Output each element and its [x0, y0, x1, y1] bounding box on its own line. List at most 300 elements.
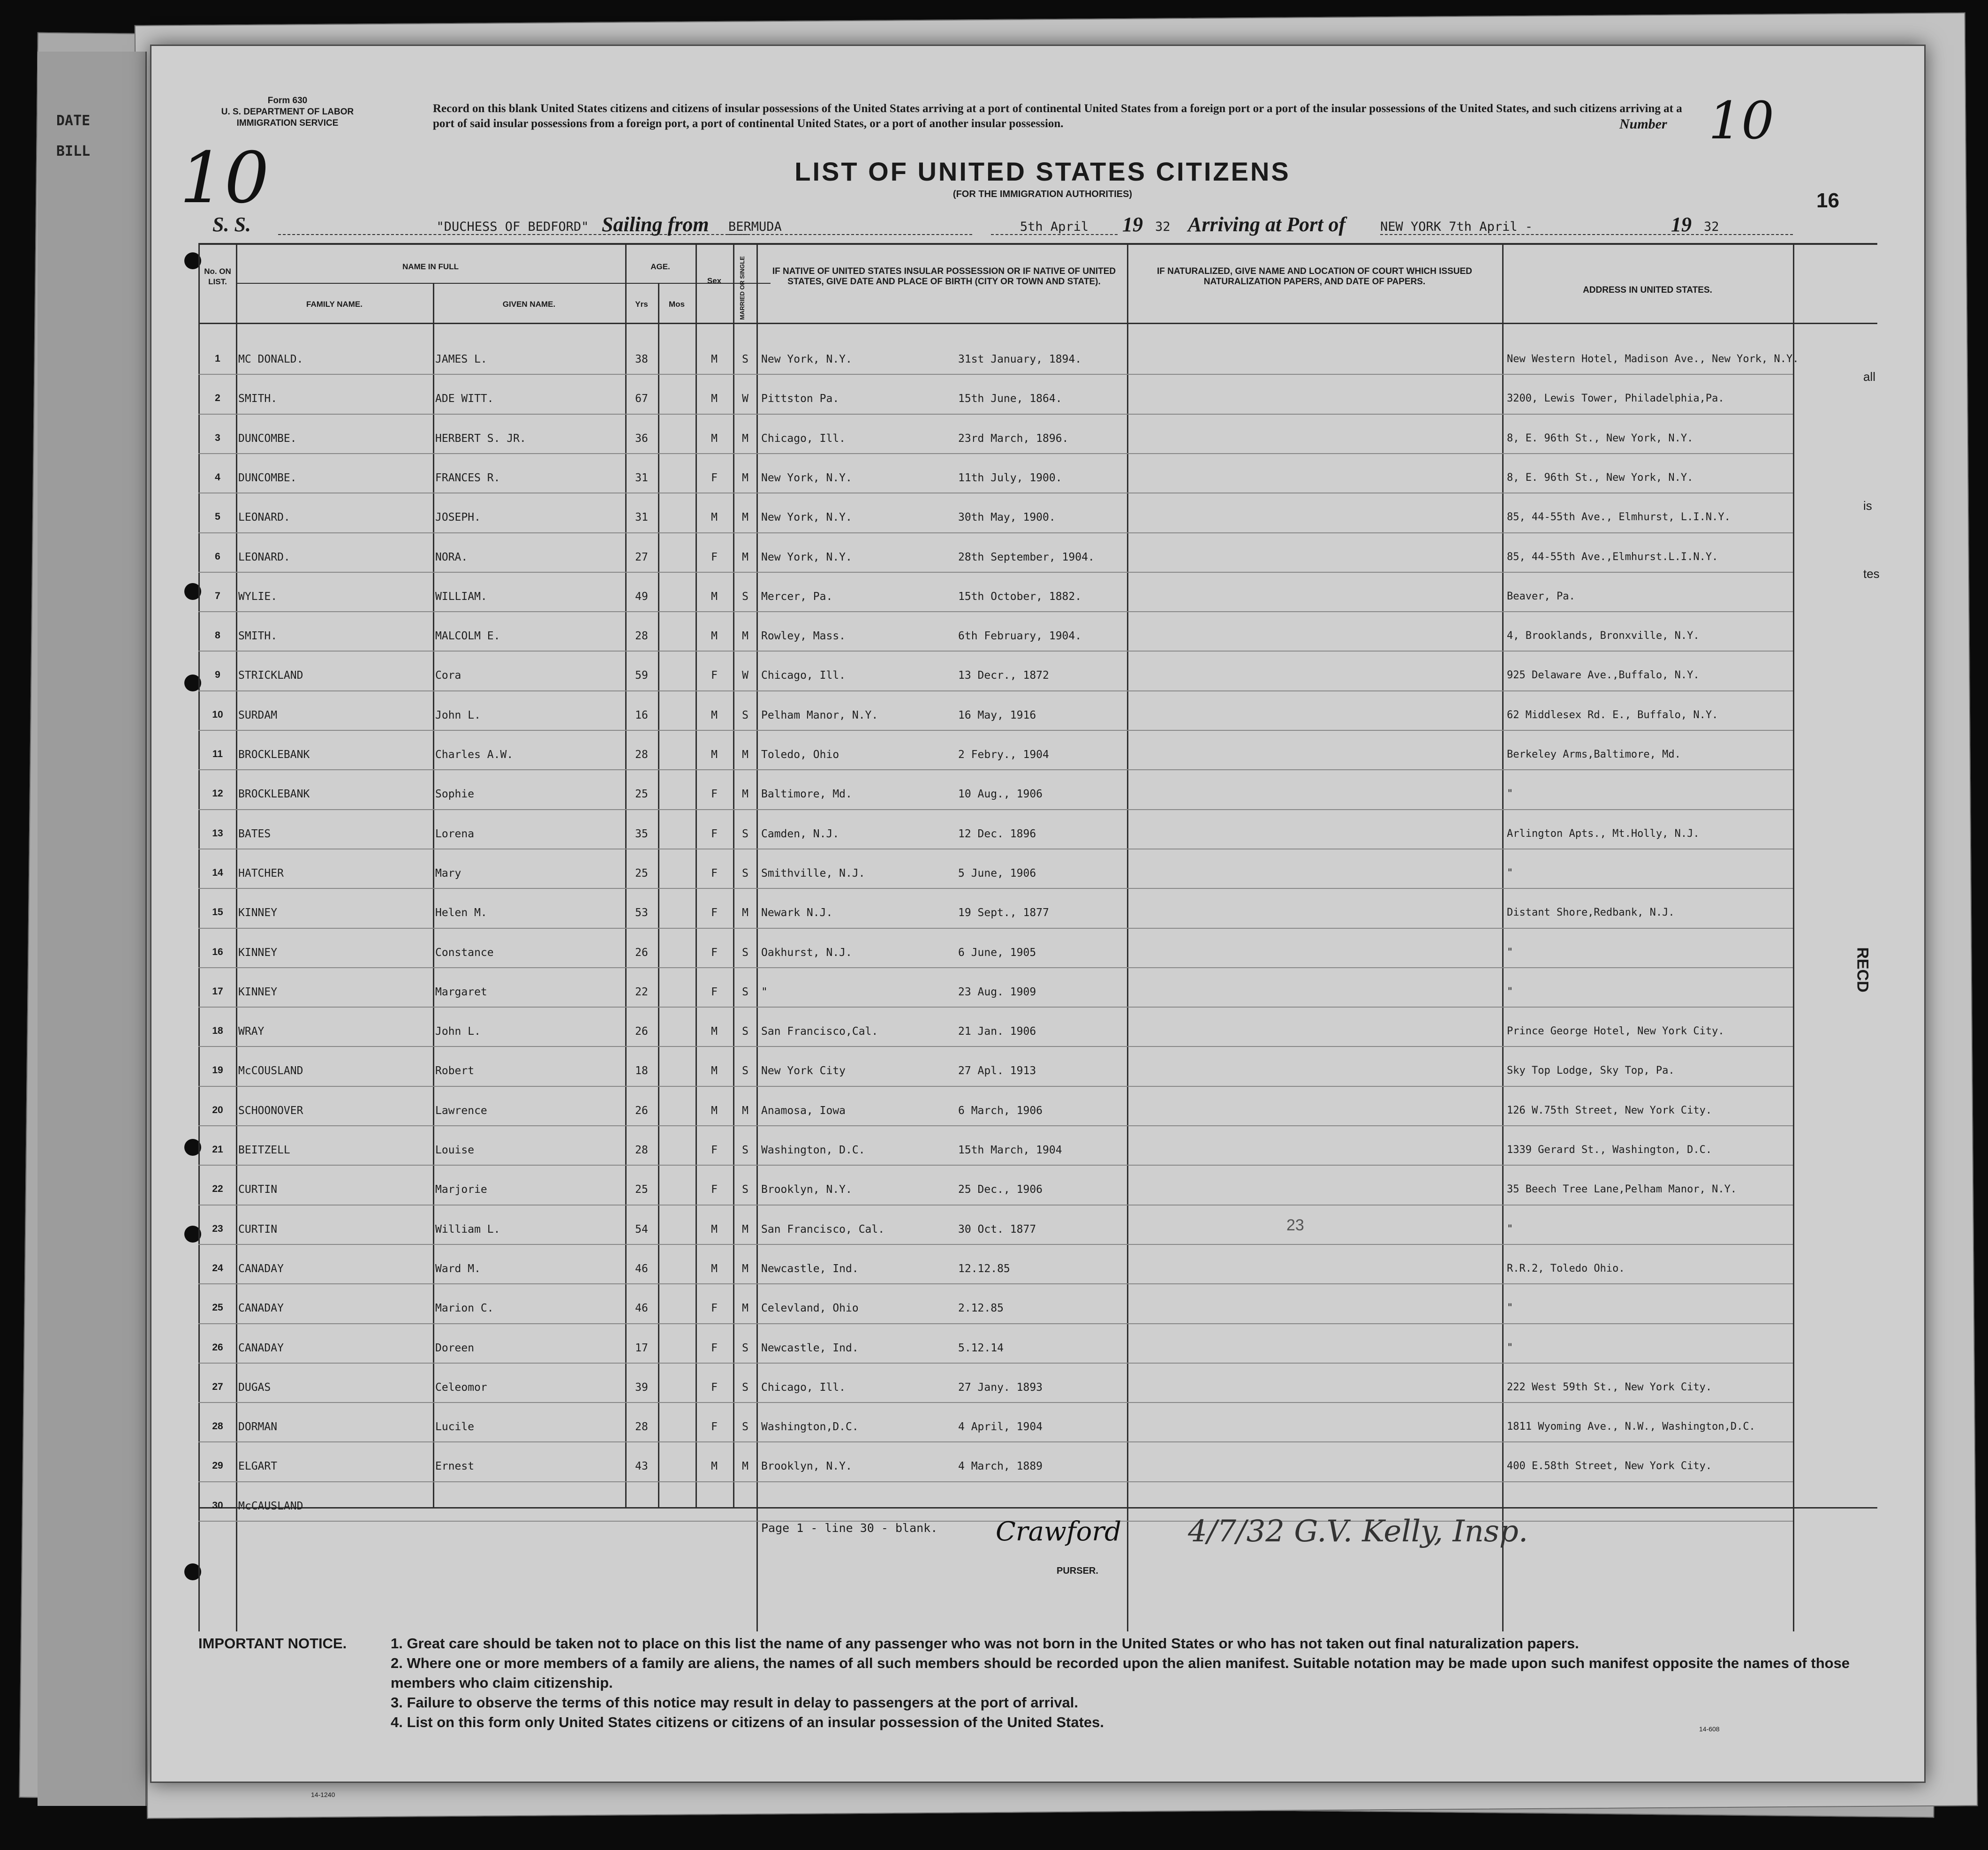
row-rule — [198, 769, 1793, 770]
sex: F — [711, 788, 718, 801]
row-number: 6 — [215, 551, 220, 562]
age-years: 28 — [635, 1421, 648, 1433]
row-rule — [198, 1323, 1793, 1324]
birth-date: 2 Febry., 1904 — [958, 749, 1049, 761]
header-age: AGE. — [650, 262, 670, 271]
row-number: 28 — [212, 1421, 223, 1432]
row-rule — [198, 532, 1793, 533]
age-subheader-rule — [625, 283, 695, 284]
us-address: New Western Hotel, Madison Ave., New York, N.Y. — [1507, 353, 1799, 365]
marital-status: M — [742, 788, 748, 801]
header-family-name: FAMILY NAME. — [306, 300, 363, 309]
year-prefix: 19 — [1122, 213, 1143, 236]
us-address: R.R.2, Toledo Ohio. — [1507, 1262, 1625, 1274]
us-address: " — [1507, 788, 1513, 800]
family-name: DUGAS — [238, 1381, 271, 1394]
given-name: Marion C. — [435, 1302, 494, 1315]
birth-place: Pittston Pa. — [761, 393, 839, 405]
family-name: KINNEY — [238, 986, 278, 998]
ss-label: S. S. — [212, 213, 251, 236]
birth-date: 30th May, 1900. — [958, 511, 1056, 524]
row-number: 17 — [212, 986, 223, 997]
marital-status: S — [742, 1065, 748, 1077]
given-name: FRANCES R. — [435, 471, 500, 484]
family-name: BATES — [238, 827, 271, 840]
page-subtitle: (FOR THE IMMIGRATION AUTHORITIES) — [952, 189, 1133, 199]
row-rule — [198, 651, 1793, 652]
age-years: 53 — [635, 907, 648, 919]
given-name: John L. — [435, 1025, 481, 1038]
birth-date: 6th February, 1904. — [958, 630, 1082, 643]
us-address: Distant Shore,Redbank, N.J. — [1507, 907, 1675, 919]
stray-mark: 23 — [1286, 1216, 1304, 1234]
sex: F — [711, 986, 718, 998]
marital-status: W — [742, 393, 748, 405]
marital-status: S — [742, 867, 748, 880]
family-name: SMITH. — [238, 393, 278, 405]
form-number: Form 630 — [267, 96, 308, 106]
family-name: MC DONALD. — [238, 353, 303, 365]
marital-status: S — [742, 1183, 748, 1196]
given-name: HERBERT S. JR. — [435, 432, 526, 445]
row-number: 22 — [212, 1183, 223, 1195]
row-number: 13 — [212, 827, 223, 839]
table-top-rule — [198, 243, 1877, 245]
marital-status: S — [742, 590, 748, 603]
margin-number: 10 — [180, 137, 269, 219]
row-rule — [198, 453, 1793, 454]
row-number: 7 — [215, 590, 220, 601]
given-name: Margaret — [435, 986, 487, 998]
age-years: 17 — [635, 1342, 648, 1354]
row-rule — [198, 1481, 1793, 1482]
birth-date: 28th September, 1904. — [958, 551, 1095, 563]
print-code: 14-608 — [1699, 1725, 1720, 1733]
form-identifier — [180, 95, 395, 129]
family-name: ELGART — [238, 1460, 278, 1473]
inspector-note: 4/7/32 G.V. Kelly, Insp. — [1188, 1514, 1528, 1549]
birth-date: 12.12.85 — [958, 1262, 1010, 1275]
marital-status: S — [742, 946, 748, 959]
birth-place: Toledo, Ohio — [761, 749, 839, 761]
family-name: WRAY — [238, 1025, 265, 1038]
family-name: LEONARD. — [238, 511, 290, 524]
age-years: 28 — [635, 630, 648, 643]
given-name: Helen M. — [435, 907, 487, 919]
birth-place: Mercer, Pa. — [761, 590, 833, 603]
row-rule — [198, 730, 1793, 731]
notice-list — [391, 1634, 1882, 1732]
us-address: Sky Top Lodge, Sky Top, Pa. — [1507, 1065, 1675, 1077]
marital-status: M — [742, 432, 748, 445]
row-number: 14 — [212, 867, 223, 878]
given-name: WILLIAM. — [435, 590, 487, 603]
margin-note: is — [1863, 499, 1872, 513]
birth-date: 11th July, 1900. — [958, 471, 1062, 484]
birth-place: New York, N.Y. — [761, 353, 852, 365]
sex: M — [711, 1262, 718, 1275]
us-address: 925 Delaware Ave.,Buffalo, N.Y. — [1507, 669, 1700, 682]
birth-date: 27 Apl. 1913 — [958, 1065, 1036, 1077]
birth-date: 15th June, 1864. — [958, 393, 1062, 405]
row-rule — [198, 928, 1793, 929]
given-name: Lawrence — [435, 1104, 487, 1117]
row-rule — [198, 572, 1793, 573]
birth-date: 10 Aug., 1906 — [958, 788, 1043, 801]
family-name: CURTIN — [238, 1183, 278, 1196]
row-number: 20 — [212, 1104, 223, 1115]
marital-status: M — [742, 471, 748, 484]
family-name: BROCKLEBANK — [238, 749, 310, 761]
family-name: SMITH. — [238, 630, 278, 643]
given-name: Constance — [435, 946, 494, 959]
birth-place: Newcastle, Ind. — [761, 1342, 859, 1354]
age-years: 26 — [635, 946, 648, 959]
birth-place: Pelham Manor, N.Y. — [761, 709, 878, 721]
family-name: KINNEY — [238, 946, 278, 959]
row-number: 16 — [212, 946, 223, 957]
age-years: 25 — [635, 788, 648, 801]
arriving-year: 32 — [1704, 220, 1719, 234]
notice-item: 3. Failure to observe the terms of this notice may result in delay to passengers at the port of arrival. — [391, 1694, 1079, 1711]
given-name: JAMES L. — [435, 353, 487, 365]
birth-place: Newark N.J. — [761, 907, 833, 919]
birth-place: Chicago, Ill. — [761, 669, 846, 682]
birth-date: 12 Dec. 1896 — [958, 827, 1036, 840]
us-address: Prince George Hotel, New York City. — [1507, 1025, 1724, 1038]
row-number: 19 — [212, 1065, 223, 1076]
given-name: Doreen — [435, 1342, 475, 1354]
age-years: 31 — [635, 511, 648, 524]
service-name: IMMIGRATION SERVICE — [236, 118, 339, 128]
age-years: 67 — [635, 393, 648, 405]
birth-place: New York, N.Y. — [761, 511, 852, 524]
row-number: 9 — [215, 669, 220, 681]
birth-place: Newcastle, Ind. — [761, 1262, 859, 1275]
family-name: DUNCOMBE. — [238, 471, 297, 484]
age-years: 26 — [635, 1025, 648, 1038]
age-years: 25 — [635, 1183, 648, 1196]
row-rule — [198, 1402, 1793, 1403]
us-address: 126 W.75th Street, New York City. — [1507, 1104, 1712, 1116]
us-address: 1339 Gerard St., Washington, D.C. — [1507, 1144, 1712, 1156]
row-rule — [198, 809, 1793, 810]
row-number: 26 — [212, 1342, 223, 1353]
given-name: William L. — [435, 1223, 500, 1236]
family-name: KINNEY — [238, 907, 278, 919]
age-years: 31 — [635, 471, 648, 484]
birth-date: 16 May, 1916 — [958, 709, 1036, 721]
birth-date: 19 Sept., 1877 — [958, 907, 1049, 919]
marital-status: M — [742, 630, 748, 643]
birth-date: 2.12.85 — [958, 1302, 1004, 1315]
birth-date: 31st January, 1894. — [958, 353, 1082, 365]
marital-status: S — [742, 1144, 748, 1156]
birth-place: Oakhurst, N.J. — [761, 946, 852, 959]
family-name: BROCKLEBANK — [238, 788, 310, 801]
us-address: Beaver, Pa. — [1507, 590, 1575, 602]
birth-date: 6 March, 1906 — [958, 1104, 1043, 1117]
row-rule — [198, 888, 1793, 889]
given-name: Ernest — [435, 1460, 475, 1473]
sex: M — [711, 432, 718, 445]
age-years: 25 — [635, 867, 648, 880]
row-rule — [198, 1007, 1793, 1008]
margin-note: all — [1863, 370, 1876, 384]
given-name: Lorena — [435, 827, 475, 840]
sex: F — [711, 471, 718, 484]
age-years: 38 — [635, 353, 648, 365]
row-number: 15 — [212, 907, 223, 918]
family-name: DORMAN — [238, 1421, 278, 1433]
row-rule — [198, 690, 1793, 691]
age-years: 36 — [635, 432, 648, 445]
sex: F — [711, 1342, 718, 1354]
birth-date: 4 April, 1904 — [958, 1421, 1043, 1433]
birth-place: Celevland, Ohio — [761, 1302, 859, 1315]
marital-status: S — [742, 1421, 748, 1433]
sex: M — [711, 709, 718, 721]
given-name: NORA. — [435, 551, 468, 563]
row-rule — [198, 967, 1793, 968]
birth-place: Washington,D.C. — [761, 1421, 859, 1433]
given-name: Ward M. — [435, 1262, 481, 1275]
sex: F — [711, 867, 718, 880]
age-years: 18 — [635, 1065, 648, 1077]
row-number: 3 — [215, 432, 220, 443]
marital-status: M — [742, 511, 748, 524]
us-address: 8, E. 96th St., New York, N.Y. — [1507, 432, 1693, 444]
row-rule — [198, 611, 1793, 612]
row-number: 8 — [215, 630, 220, 641]
given-name: Celeomor — [435, 1381, 487, 1394]
us-address: 62 Middlesex Rd. E., Buffalo, N.Y. — [1507, 709, 1718, 721]
notice-item: 4. List on this form only United States citizens or citizens of an insular possession of the United States. — [391, 1714, 1104, 1730]
sex: F — [711, 827, 718, 840]
birth-place: Smithville, N.J. — [761, 867, 865, 880]
sex: F — [711, 669, 718, 682]
department-name: U. S. DEPARTMENT OF LABOR — [221, 107, 354, 117]
given-name: JOSEPH. — [435, 511, 481, 524]
us-address: 85, 44-55th Ave.,Elmhurst.L.I.N.Y. — [1507, 551, 1718, 563]
received-stamp: RECD — [1853, 947, 1872, 993]
row-rule — [198, 1283, 1793, 1284]
sex: F — [711, 907, 718, 919]
row-number: 2 — [215, 393, 220, 404]
row-rule — [198, 1086, 1793, 1087]
strip-label: BILL — [56, 143, 91, 159]
age-years: 26 — [635, 1104, 648, 1117]
us-address: 222 West 59th St., New York City. — [1507, 1381, 1712, 1393]
header-name-in-full: NAME IN FULL — [402, 262, 459, 271]
sex: F — [711, 1144, 718, 1156]
number-label: Number — [1619, 116, 1667, 132]
birth-place: Washington, D.C. — [761, 1144, 865, 1156]
sex: M — [711, 1223, 718, 1236]
row-rule — [198, 1046, 1793, 1047]
us-address: 4, Brooklands, Bronxville, N.Y. — [1507, 630, 1700, 642]
birth-place: " — [761, 986, 768, 998]
birth-place: Brooklyn, N.Y. — [761, 1460, 852, 1473]
header-married-or-single: MARRIED OR SINGLE — [739, 256, 746, 320]
row-number: 25 — [212, 1302, 223, 1313]
us-address: 1811 Wyoming Ave., N.W., Washington,D.C. — [1507, 1421, 1755, 1433]
family-name: McCAUSLAND — [238, 1500, 303, 1512]
row-rule — [198, 1363, 1793, 1364]
given-name: Charles A.W. — [435, 749, 514, 761]
row-number: 4 — [215, 471, 220, 483]
marital-status: M — [742, 551, 748, 563]
strip-label: DATE — [56, 113, 91, 129]
marital-status: M — [742, 907, 748, 919]
birth-date: 13 Decr., 1872 — [958, 669, 1049, 682]
print-code: 14-1240 — [311, 1791, 335, 1798]
row-number: 5 — [215, 511, 220, 523]
given-name: Marjorie — [435, 1183, 487, 1196]
table-bottom-rule — [198, 1507, 1877, 1509]
arriving-label: Arriving at Port of — [1188, 213, 1346, 236]
birth-place: Chicago, Ill. — [761, 432, 846, 445]
us-address: " — [1507, 986, 1513, 998]
row-number: 27 — [212, 1381, 223, 1392]
family-name: HATCHER — [238, 867, 284, 880]
sailing-port: BERMUDA — [728, 220, 972, 235]
purser-signature: Crawford — [996, 1516, 1121, 1547]
row-rule — [198, 1165, 1793, 1166]
us-address: Arlington Apts., Mt.Holly, N.J. — [1507, 827, 1700, 840]
birth-date: 25 Dec., 1906 — [958, 1183, 1043, 1196]
age-years: 54 — [635, 1223, 648, 1236]
us-address: Berkeley Arms,Baltimore, Md. — [1507, 749, 1681, 760]
birth-place: New York, N.Y. — [761, 551, 852, 563]
marital-status: S — [742, 827, 748, 840]
us-address: 85, 44-55th Ave., Elmhurst, L.I.N.Y. — [1507, 511, 1731, 523]
us-address: 3200, Lewis Tower, Philadelphia,Pa. — [1507, 393, 1724, 405]
birth-place: Rowley, Mass. — [761, 630, 846, 643]
row-number: 30 — [212, 1500, 223, 1511]
family-name: CANADAY — [238, 1302, 284, 1315]
birth-date: 23rd March, 1896. — [958, 432, 1069, 445]
given-name: Cora — [435, 669, 461, 682]
age-years: 59 — [635, 669, 648, 682]
us-address: " — [1507, 1302, 1513, 1314]
us-address: 400 E.58th Street, New York City. — [1507, 1460, 1712, 1472]
birth-date: 30 Oct. 1877 — [958, 1223, 1036, 1236]
sex: M — [711, 511, 718, 524]
header-bottom-rule — [198, 323, 1877, 324]
sex: M — [711, 393, 718, 405]
list-number: 10 — [1708, 91, 1774, 151]
sex: F — [711, 1302, 718, 1315]
header-age-months: Mos — [669, 300, 685, 309]
birth-place: New York City — [761, 1065, 846, 1077]
family-name: BEITZELL — [238, 1144, 290, 1156]
row-rule — [198, 1244, 1793, 1245]
family-name: McCOUSLAND — [238, 1065, 303, 1077]
marital-status: S — [742, 1342, 748, 1354]
age-years: 49 — [635, 590, 648, 603]
sex: M — [711, 1104, 718, 1117]
sex: F — [711, 946, 718, 959]
sailing-year: 32 — [1155, 220, 1171, 234]
ship-name: "DUCHESS OF BEDFORD" — [278, 220, 747, 235]
family-name: CANADAY — [238, 1262, 284, 1275]
year-prefix: 19 — [1671, 213, 1692, 236]
age-years: 16 — [635, 709, 648, 721]
marital-status: W — [742, 669, 748, 682]
marital-status: S — [742, 353, 748, 365]
row-number: 10 — [212, 709, 223, 720]
sailing-label: Sailing from — [602, 213, 709, 236]
row-rule — [198, 1205, 1793, 1206]
binder-strip — [38, 52, 147, 1806]
us-address: " — [1507, 946, 1513, 958]
sex: M — [711, 1460, 718, 1473]
header-no-on-list: No. ON LIST. — [204, 267, 231, 286]
sex: M — [711, 353, 718, 365]
birth-date: 5 June, 1906 — [958, 867, 1036, 880]
marital-status: M — [742, 1262, 748, 1275]
column-rule — [236, 243, 237, 1631]
sex: M — [711, 590, 718, 603]
birth-place: Camden, N.J. — [761, 827, 839, 840]
us-address: " — [1507, 1223, 1513, 1235]
marital-status: S — [742, 1025, 748, 1038]
sex: F — [711, 1381, 718, 1394]
us-address: 35 Beech Tree Lane,Pelham Manor, N.Y. — [1507, 1183, 1737, 1196]
family-name: WYLIE. — [238, 590, 278, 603]
header-address: ADDRESS IN UNITED STATES. — [1583, 285, 1712, 295]
given-name: Mary — [435, 867, 461, 880]
birth-date: 4 March, 1889 — [958, 1460, 1043, 1473]
notice-item: 1. Great care should be taken not to place on this list the name of any passenger who was not born in the United States or who has not taken out final naturalization papers. — [391, 1635, 1579, 1652]
marital-status: S — [742, 1381, 748, 1394]
marital-status: M — [742, 749, 748, 761]
age-years: 27 — [635, 551, 648, 563]
row-number: 1 — [215, 353, 220, 364]
birth-date: 23 Aug. 1909 — [958, 986, 1036, 998]
column-rule — [1127, 243, 1128, 1631]
given-name: Lucile — [435, 1421, 475, 1433]
row-number: 12 — [212, 788, 223, 799]
sex: M — [711, 1065, 718, 1077]
column-rule — [1502, 243, 1504, 1631]
row-number: 11 — [212, 749, 223, 759]
birth-place: Brooklyn, N.Y. — [761, 1183, 852, 1196]
column-rule — [756, 243, 758, 1631]
marital-status: S — [742, 986, 748, 998]
family-name: DUNCOMBE. — [238, 432, 297, 445]
birth-place: San Francisco, Cal. — [761, 1223, 885, 1236]
header-birth: IF NATIVE OF UNITED STATES INSULAR POSSESSION OR IF NATIVE OF UNITED STATES, GIVE DATE AND PLACE OF BIRTH (CITY OR TOWN AND STATE). — [772, 266, 1116, 287]
age-years: 28 — [635, 749, 648, 761]
given-name: ADE WITT. — [435, 393, 494, 405]
birth-date: 6 June, 1905 — [958, 946, 1036, 959]
sex: F — [711, 1183, 718, 1196]
birth-date: 15th October, 1882. — [958, 590, 1082, 603]
marital-status: M — [742, 1223, 748, 1236]
age-years: 43 — [635, 1460, 648, 1473]
family-name: SURDAM — [238, 709, 278, 721]
row-number: 23 — [212, 1223, 223, 1234]
birth-place: New York, N.Y. — [761, 471, 852, 484]
age-years: 28 — [635, 1144, 648, 1156]
row-rule — [198, 1441, 1793, 1442]
row-rule — [198, 374, 1793, 375]
marital-status: M — [742, 1302, 748, 1315]
notice-title: IMPORTANT NOTICE. — [198, 1635, 347, 1652]
birth-date: 5.12.14 — [958, 1342, 1004, 1354]
